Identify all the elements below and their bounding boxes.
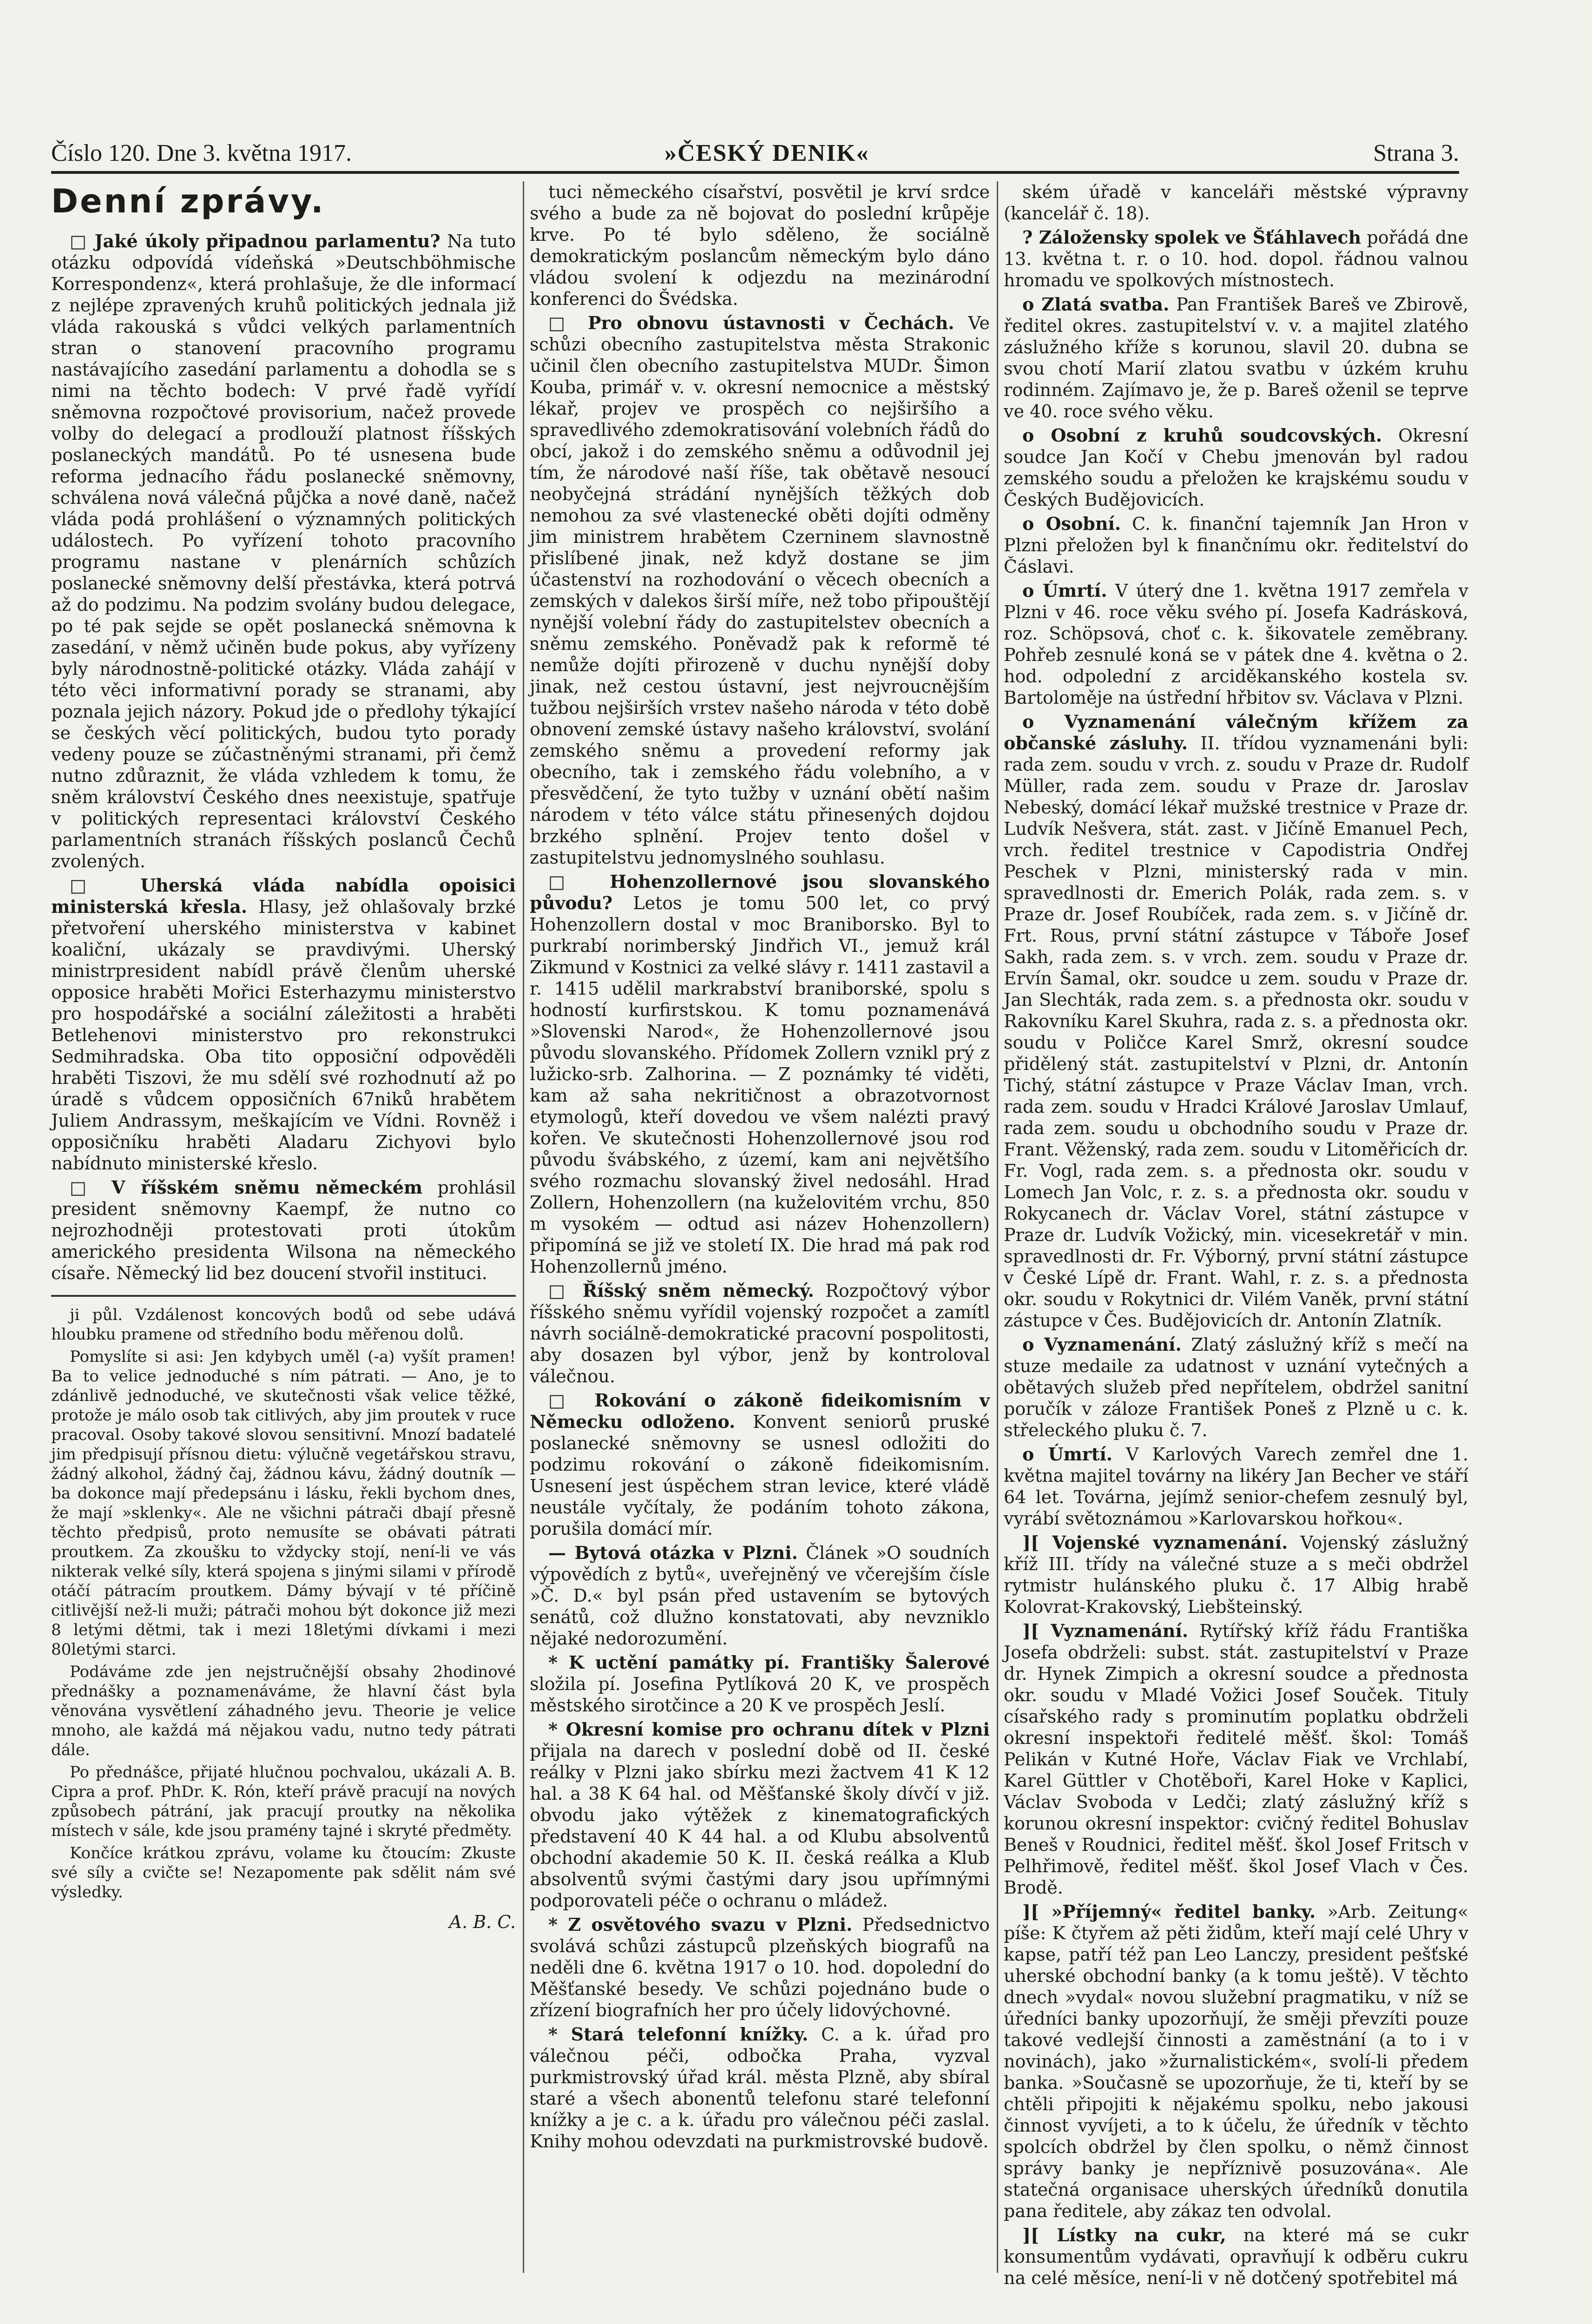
column-1-articles — [51, 231, 516, 1284]
article — [1004, 513, 1468, 577]
article — [530, 1719, 990, 1911]
article — [530, 1390, 990, 1539]
article — [1004, 1901, 1468, 2222]
article-text: pořádá dne 13. května t. r. o 10. hod. dopol. řádnou valnou hromadu ve spolkových místnostech. — [1004, 227, 1468, 290]
article-text: Předsednictvo svolává schůzi zástupců plzeňských biografů na neděli dne 6. května 1917 o 10. hod. dopolední do Měšťanské besedy. Ve schůzi pojednáno bude o zřízení biografních her pro účely lidovýchovné. — [530, 1915, 990, 2020]
article-headline: ][ Vyznamenání. — [1022, 1620, 1189, 1641]
feuilleton-signature: A. B. C. — [449, 1912, 516, 1932]
feuilleton-divider — [51, 1295, 516, 1297]
column-3 — [1004, 181, 1469, 2288]
article-headline: * Stará telefonní knížky. — [548, 2024, 809, 2045]
article-text: Ve schůzi obecního zastupitelstva města Strakonic učinil člen obecního zastupitelstva MUDr. Šimon Kouba, primář v. v. okresní nemocnice a městský lékař, projev ve prospěch co nejširšího a spravedlivého zdemokratisování volebních řádů do obcí, jakož i do zemského sněmu a odůvodnil jej tím, že národové naší říše, tak obětavě nesoucí neobyčejná strádání nynějších těžkých dob nemohou za své vlastenecké oběti dojíti odměny jim ministrem hrabětem Czerninem slavnostně přislíbené jinak, než když dostane se jim účastenství na rozhodování o věcech obecních a zemských v dalekos širší míře, než tobo připouštějí nynější volební řády do zastupitelstev obecních a sněmu zemského. Poněvadž pak k reformě té nemůže dojíti přirozeně v duchu nynější doby jinak, než cestou ústavní, jest nejvroucnějším tužbou nejširších vrstev našeho národa v této době obnovení zemské ústavy našeho království, svolání zemského sněmu a provedení reformy jak obecního, tak i zemského řádu volebního, a v přesvědčení, že tyto tužby v uznání obětí našim národem v této válce státu přinesených dojdou brzkého splnění. Projev tento došel v zastupitelstvu jednomyslného souhlasu. — [530, 313, 990, 868]
article-headline: o Úmrtí. — [1022, 1444, 1113, 1465]
article — [530, 181, 990, 310]
article-text: ském úřadě v kanceláři městské výpravny (kancelář č. 18). — [1004, 182, 1468, 224]
article — [1004, 580, 1468, 708]
column-divider — [997, 181, 998, 2273]
article-text: na které má se cukr konsumentům vydávati, opravňují k odběru cukru na celé měsíce, není-li v ně dotčený spotřebitel má — [1004, 2225, 1468, 2288]
article — [530, 1280, 990, 1387]
column-3-articles — [1004, 181, 1468, 2289]
article-text: Hlasy, jež ohlašovaly brzké přetvoření uherského ministerstva v kabinet koaliční, ukázaly se pravdivými. Uherský ministrpresident nabídl právě členům uherské opposice hraběti Mořici Esterhazymu ministerstvo pro hospodářské a sociální záležitosti a hraběti Betlehenovi ministerstvo pro rekonstrukci Sedmihradska. Oba tito opposiční odpověděli hraběti Tiszovi, že mu sdělí své rozhodnutí až po úradě s vůdcem opposičních 67niků hrabětem Juliem Andrassym, meškajícím ve Vídni. Rovněž i opposičníku hraběti Aladaru Zichyovi bylo nabídnuto ministerské křeslo. — [51, 897, 516, 1174]
article-headline: ? Záložensky spolek ve Šťáhlavech — [1022, 227, 1362, 248]
article — [530, 1652, 990, 1716]
article-text: přijala na darech v poslední době od II. české reálky v Plzni jako sbírku mezi žactvem 41 K 12 hal. a 38 K 64 hal. od Měšťanské školy dívčí v již. obvodu jako výtěžek z kinematografických představení 40 K 44 hal. a od Klubu absolventů obchodní akademie 50 K. II. česká reálka a Klub absolventů svými častými dary jsou upřímnými podporovateli péče o ochranu o mládež. — [530, 1741, 990, 1911]
article-text: Letos je tomu 500 let, co prvý Hohenzollern dostal v moc Braniborsko. Byl to purkrabí norimberský Jindřich VI., jemuž král Zikmund v Kostnici za velké slávy r. 1411 zastavil a r. 1415 udělil markrabství braniborské, spolu s hodností kurfirstskou. K tomu poznamenává »Slovenski Narod«, že Hohenzollernové jsou původu slovanského. Přídomek Zollern vznikl prý z lužicko-srb. Zalhorina. — Z poznámky té viděti, kam až saha nekritičnost a obrazotvornost etymologů, kteří dovedou ve všem nalézti pravý kořen. Ve skutečnosti Hohenzollernové jsou rod původu švábského, z území, kam ani největšího svého rozmachu slovanský živel nedosáhl. Hrad Zollern, Hohenzollern (na kuželovitém vrchu, 850 m vysokém — odtud asi název Hohenzollern) připomíná se již ve století IX. Die hrad má pak rod Hohenzollernů jméno. — [530, 893, 990, 1277]
article — [51, 875, 516, 1174]
article — [530, 871, 990, 1277]
article-text: Konvent seniorů pruské poslanecké sněmovny se usnesl odložiti do podzimu rokování o zákoně fideikomisním. Usnesení jest úspěchem stran levice, které vládě neustále vyčítaly, že podáním tohoto zákona, porušila domácí mír. — [530, 1412, 990, 1539]
article-headline: o Úmrtí. — [1022, 580, 1107, 601]
article-headline: □ Hohenzollernové jsou slovanského původu? — [530, 871, 990, 913]
article-headline: — Bytová otázka v Plzni. — [548, 1542, 798, 1563]
article-headline: o Osobní. — [1022, 513, 1121, 534]
article — [530, 2024, 990, 2152]
article-headline: o Vyznamenání válečným křížem za občanské zásluhy. — [1004, 711, 1468, 753]
article-headline: * Z osvětového svazu v Plzni. — [548, 1914, 853, 1935]
article-text: »Arb. Zeitung« píše: K čtyřem až pěti židům, kteří mají celé Uhry v kapse, patří též pan Leo Lanczy, president pešťské uherské obchodní banky (a k tomu ještě). V těchto dnech »vydal« novou služební pragmatiku, v níž se úředníci banky upozorňují, že směji převzíti pouze takové vedlejší činnosti a zaměstnání (a to i v novinách), jako »žurnalistickém«, svolí-li předem banka. »Současně se upozorňuje, že ti, kteří by se chtěli připojiti k nějakému spolku, nebo jakousi činnost vyvíjeti, a to k účelu, že úředník v těchto spolcích obdržel by člen spolku, o němž činnost správy banky je nepříznivě posuzována«. Ale statečná organisace uherských úředníků donutila pana ředitele, aby zákaz ten odvolal. — [1004, 1901, 1468, 2221]
header-rule — [51, 171, 1459, 174]
article — [51, 1177, 516, 1284]
newspaper-title: »ČESKÝ DENIK« — [664, 140, 869, 166]
page-number: Strana 3. — [1373, 140, 1459, 166]
article — [1004, 1620, 1468, 1898]
column-2 — [530, 181, 990, 2254]
article — [51, 231, 516, 872]
article-text: Pan František Bareš ve Zbirově, ředitel okres. zastupitelství v. v. a majitel zlatého záslužného kříže s korunou, slavil 20. dubna se svou chotí Marií zlatou svatbu v úzkém kruhu rodinném. Zajímavo je, že p. Bareš oženil se teprve ve 40. roce svého věku. — [1004, 294, 1468, 422]
article-text: C. a k. úřad pro válečnou péči, odbočka Praha, vyzval purkmistrovský úřad král. města Plzně, aby sbíral staré a všech abonentů telefonu staré telefonní knížky a je c. a k. úřadu pro válečnou péči zaslal. Knihy mohou odevzdati na purkmistrovské budově. — [530, 2024, 990, 2152]
article-text: V Karlových Varech zemřel dne 1. května majitel továrny na likéry Jan Becher ve stáří 64 let. Továrna, jejímž senior-chefem zesnulý byl, vyrábí světoznámou »Karlovarskou hořkou«. — [1004, 1444, 1468, 1529]
article-text: Článek »O soudních výpovědích z bytů«, uveřejněný ve včerejším čísle »Č. D.« byl psán před ustavením se bytových senátů, což dlužno konstatovati, aby nevzniklo nějaké nedorozumění. — [530, 1543, 990, 1649]
article-text: Na tuto otázku odpovídá vídeňská »Deutschböhmische Korrespondenz«, která prohlašuje, že dle informací z nejlépe zpravených kruhů politických jednala již vláda rakouská s vůdci velkých parlamentních stran o stanovení pracovního programu nastávajícího zasedání parlamentu a dohodla se s nimi na těchto bodech: V prvé řadě vyřídí sněmovna rozpočtové provisorium, načež provede volby do delegací a prodlouží platnost říšských poslaneckých mandátů. Po té usnesena bude reforma jednacího řádu poslanecké sněmovny, schválena nová válečná půjčka a nové daně, načež vláda podá prohlášení o významných politických událostech. Po vyřízení tohoto pracovního programu nastane v plenárních schůzích poslanecké sněmovny delší přestávka, která potrvá až do podzimu. Na podzim svolány budou delegace, po té pak sejde se opět poslanecká sněmovna k zasedání, v němž učiněn bude pokus, aby vyřízeny byly národnostně-politické otázky. Vláda zahájí v této věci informativní porady se stranami, aby poznala jejich názory. Pokud jde o předlohy týkající se českých věcí politických, budou tyto porady vedeny pouze se zúčastněnými stranami, při čemž nutno zdůraznit, že vláda vzhledem k tomu, že sněm království Českého dnes neexistuje, spatřuje v politických representaci království Českého parlamentních stranách říšských poslanců Čechů zvolených. — [51, 231, 516, 872]
article — [1004, 227, 1468, 291]
article-text: Vojenský záslužný kříž III. třídy na válečné stuze a s meči obdržel rytmistr hulánského pluku č. 17 Albig hrabě Kolovrat-Krakovský, Liebšteinský. — [1004, 1532, 1468, 1617]
article — [1004, 1334, 1468, 1441]
article — [1004, 2225, 1468, 2289]
article-text: Rytířský kříž řádu Františka Josefa obdrželi: subst. stát. zastupitelství v Praze dr. Hynek Zimpich a okresní soudce a přednosta okr. soudu v Mladé Vožici Josef Souček. Tituly císařského rady s prominutím poplatku obdrželi okresní inspektoři ředitelé měšť. škol: Tomáš Pelikán v Kutné Hoře, Václav Fiak ve Vrchlabí, Karel Güttler v Chotěboři, Karel Hoke v Kaplici, Václav Svoboda v Ledči; zlatý záslužný kříž s korunou okresní inspektor: cvičný ředitel Bohuslav Beneš v Roudnici, ředitel měšť. škol Josef Fritsch v Pelhřimově, ředitel měšť. škol Josef Vlach v Čes. Brodě. — [1004, 1621, 1468, 1898]
article-text: Zlatý záslužný kříž s mečí na stuze medaile za udatnost v uznání vytečných a obětavých služeb před nepřítelem, obdržel sanitní poručík v záloze František Poneš z Plzně u c. k. střeleckého pluku č. 7. — [1004, 1334, 1468, 1440]
article-headline: ][ Lístky na cukr, — [1022, 2225, 1226, 2245]
article-text: V úterý dne 1. května 1917 zemřela v Plzni v 46. roce věku svého pí. Josefa Kadrásková, roz. Schöpsová, choť c. k. šikovatele zeměbrany. Pohřeb zesnulé koná se v pátek dne 4. května o 2. hod. odpolední z arciděkanského kostela sv. Bartoloměje na ústřední hřbitov sv. Václava v Plzni. — [1004, 581, 1469, 708]
feuilleton-paragraph: Končíce krátkou zprávu, volame ku čtoucím: Zkuste své síly a cvičte se! Nezapomente pak sdělit nám své výsledky. — [51, 1844, 516, 1901]
article-text: prohlásil president sněmovny Kaempf, že nutno co nejrozhodněji protestovati proti útokům amerického presidenta Wilsona na německého císaře. Německý lid bez doucení stvořil instituci. — [51, 1177, 516, 1283]
article-headline: □ Říšský sněm německý. — [548, 1280, 814, 1301]
article-headline: □ V říšském sněmu německém — [70, 1177, 423, 1198]
article-headline: □ Pro obnovu ústavnosti v Čechách. — [548, 312, 954, 333]
article — [1004, 181, 1468, 224]
article — [530, 312, 990, 868]
column-divider — [523, 181, 524, 2273]
section-title: Denní zprávy. — [51, 182, 325, 220]
article-headline: □ Jaké úkoly připadnou parlamentu? — [70, 231, 441, 251]
column-2-articles — [530, 181, 990, 2152]
article-text: složila pí. Josefina Pytlíková 20 K, ve prospěch městského sirotčince a 20 K ve prospěch Jeslí. — [530, 1674, 990, 1716]
article-headline: o Vyznamenání. — [1022, 1334, 1182, 1355]
feuilleton-paragraph: ji půl. Vzdálenost koncových bodů od sebe udává hloubku pramene od středního bodu měřenou dolů. — [51, 1306, 516, 1344]
article-headline: ][ »Příjemný« ředitel banky. — [1022, 1901, 1316, 1922]
article-headline: ][ Vojenské vyznamenání. — [1022, 1532, 1288, 1553]
article-headline: o Osobní z kruhů soudcovských. — [1022, 425, 1382, 446]
feuilleton-paragraph: Podáváme zde jen nejstručnější obsahy 2hodinové přednášky a poznamenáváme, že hlavní část byla věnována vysvětlení záhadného jevu. Theorie je velice mnoho, ale každá má nějakou vadu, nutno tedy pátrati dále. — [51, 1663, 516, 1759]
article-text: C. k. finanční tajemník Jan Hron v Plzni přeložen byl k finančnímu okr. ředitelství do Čáslavi. — [1004, 514, 1469, 577]
article-text: II. třídou vyznamenáni byli: rada zem. soudu v vrch. z. soudu v Praze dr. Rudolf Müller, rada zem. soudu v Praze dr. Jaroslav Nebeský, domácí lékař mužské trestnice v Praze dr. Ludvík Nešvera, stát. zast. v Jičíně Emanuel Pech, vrch. ředitel trestnice v Capodistria Ondřej Peschek v Plzni, ministerský rada v min. spravedlnosti dr. Emerich Polák, rada zem. s. v Praze dr. Josef Roubíček, rada zem. s. v Jičíně dr. Frt. Rous, první státní zástupce v Táboře Josef Sakh, rada zem. s. v vrch. zem. soudu v Praze dr. Ervín Šamal, okr. soudce u zem. soudu v Praze dr. Jan Slechták, rada zem. s. a přednosta okr. soudu v Rakovníku Karel Skuhra, rada z. s. a přednosta okr. soudu v Poličce Karel Smrž, okresní soudce přidělený stát. zastupitelství v Plzni, dr. Antonín Tichý, státní zástupce v Praze Václav Iman, vrch. rada zem. soudu v Hradci Králové Jaroslav Umlauf, rada zem. soudu u obchodního soudu v Praze dr. Frant. Věženský, rada zem. soudu v Litoměřicích dr. Fr. Vogl, rada zem. s. a přednosta okr. soudu v Lomech Jan Volc, r. z. s. a přednosta okr. soudu v Rokycanech dr. Václav Vorel, státní zástupce v Praze dr. Ludvík Vožický, min. vicesekretář v min. spravedlnosti dr. Fr. Výborný, první státní zástupce v České Lípě dr. Frant. Wahl, r. z. s. a přednosta okr. soudu v Rokytnici dr. Vilém Vaněk, první státní zástupce v Čes. Budějovicích dr. Antonín Zlatník. — [1004, 733, 1469, 1331]
article — [1004, 1532, 1468, 1618]
article-headline: * K uctění památky pí. Františky Šalerové — [548, 1652, 990, 1673]
article-headline: □ Rokování o zákoně fideikomisním v Německu odloženo. — [530, 1390, 990, 1432]
article — [1004, 1444, 1468, 1529]
feuilleton-paragraph: Po přednášce, přijaté hlučnou pochvalou, ukázali A. B. Cipra a prof. PhDr. K. Rón, kteří právě pracují na nových způsobech pátrání, jak pracují proutky na několika místech v sále, kde jsou pramény tajné i skryté předměty. — [51, 1763, 516, 1840]
article-headline: o Zlatá svatba. — [1022, 294, 1170, 315]
article — [530, 1542, 990, 1649]
column-1 — [51, 181, 516, 2254]
article-text: tuci německého císařství, posvětil je krví srdce svého a bude za ně bojovat do poslední krůpěje krve. Po té bylo sděleno, že sociálně demokratickým poslancům německým bylo dáno vládou svolení k odjezdu na mezinárodní konferenci do Švédska. — [530, 182, 990, 309]
article-text: Okresní soudce Jan Kočí v Chebu jmenován byl radou zemského soudu a přeložen ke krajskému soudu v Českých Budějovicích. — [1004, 425, 1468, 510]
newspaper-page — [33, 28, 1482, 2305]
article-headline: * Okresní komise pro ochranu dítek v Plzni — [548, 1719, 990, 1740]
feuilleton-paragraph: Pomyslíte si asi: Jen kdybych uměl (-a) vyšít pramen! Ba to velice jednoduché s ním pátrati. — Ano, je to zdánlivě jednoduché, ve skutečnosti však velice těžké, protože je málo osob tak citlivých, aby jim proutek v ruce pracoval. Osoby takové slovou sensitivní. Mnozí badatelé jim předpisují přísnou dietu: výlučně vegetářskou stravu, žádný alkohol, žádný čaj, žádnou kávu, žádný doutník — ba dokonce mají předepsánu i lásku, řekli bychom dnes, že mají »sklenky«. Ale ne všichni pátrači dbají přesně těchto předpisů, proto nemusíte se obávati pátrati proutkem. Za zkoušku to vždycky stojí, není-li ve vás nikterak velké síly, která spojena s jinými silami v přírodě otáčí pátracím proutkem. Dámy bývají v té příčině citlivější než-li muži; pátrači mohou být dokonce již mezi 8 letými dětmi, tak i mezi 18letými dívkami i mezi 80letými starci. — [51, 1347, 516, 1659]
page-header — [51, 121, 1459, 172]
article-headline: □ Uherská vláda nabídla opoisici ministerská křesla. — [51, 875, 516, 917]
issue-info: Číslo 120. Dne 3. května 1917. — [51, 140, 352, 166]
feuilleton — [51, 1305, 516, 1902]
article — [1004, 711, 1468, 1331]
article — [1004, 425, 1468, 510]
article — [530, 1914, 990, 2021]
article — [1004, 294, 1468, 422]
article-text: Rozpočtový výbor říšského sněmu vyřídil vojenský rozpočet a zamítl návrh sociálně-demokratické pracovní pospolitosti, aby dosazen byl výbor, jenž by kontroloval válečnou. — [530, 1281, 990, 1386]
